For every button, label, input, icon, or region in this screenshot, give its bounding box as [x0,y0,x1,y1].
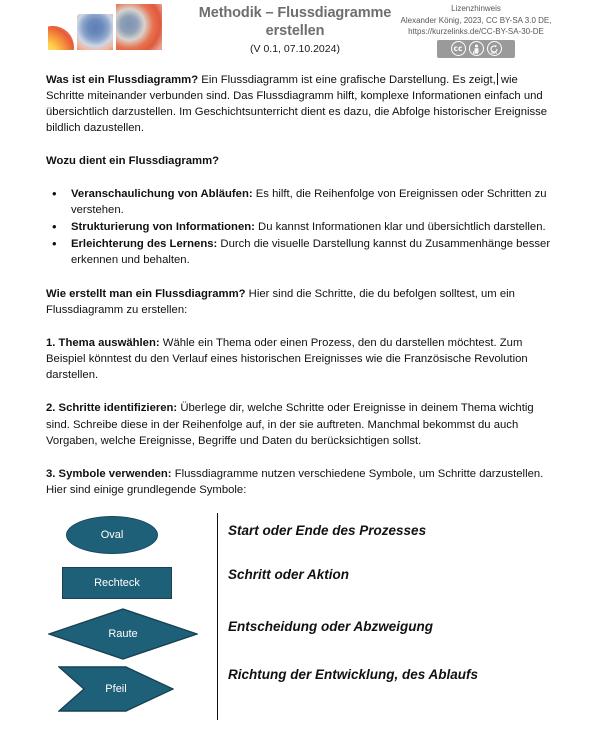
flowchart-arrow-label: Pfeil [105,682,127,695]
step-2-text: Überlege dir, welche Schritte oder Ereignisse in deinem Thema wichtig sind. Schreibe diese in der Reihenfolge auf, in der sie auftreten. Manchmal bekommst du auch Vorgaben, welche Ereignisse, Begriffe und Daten du berücksichtigen sollst. [46,402,534,447]
step-3-text: Flussdiagramme nutzen verschiedene Symbole, um Schritte darzustellen. Hier sind einige grundlegende Symbole: [46,467,544,496]
license-heading: Lizenzhinweis [451,4,501,13]
cc-by-label: BY [472,49,480,55]
flowchart-rectangle-shape [62,567,172,599]
purpose-bullet-list [46,186,554,268]
legend-description-oval: Start oder Ende des Prozesses [228,523,427,538]
logo-tile-small [48,24,74,50]
flowchart-diamond-label: Raute [108,627,138,640]
document-header [0,0,600,60]
flowchart-diamond-shape [48,608,198,660]
step-2-lead: 2. Schritte identifizieren: [46,402,178,415]
list-item-lead: Strukturierung von Informationen: [71,221,255,234]
page-title-line2: erstellen [265,23,325,40]
paragraph-what-is-text-cont: wie Schritte miteinander verbunden sind. Das Flussdiagramm hilft, komplexe Informationen einfach und übersichtlich darzustellen. Im Geschichtsunterricht dient es dazu, die Abfolge historischer Ereignisse bildlich dazustellen. [46,74,548,135]
list-item [46,219,554,235]
legend-divider [217,513,218,720]
paragraph-how-to [46,286,554,318]
paragraph-what-is-lead: Was ist ein Flussdiagramm? [46,74,199,86]
license-url[interactable]: https://kurzelinks.de/CC-BY-SA-30-DE [408,27,544,37]
paragraph-what-is [46,72,554,136]
heading-wozu-text: Wozu dient ein Flussdiagramm? [46,155,220,168]
document-version: (V 0.1, 07.10.2024) [250,43,340,56]
paragraph-how-to-text: Hier sind die Schritte, die du befolgen solltest, um ein Flussdiagramm zu erstellen: [46,288,515,317]
paragraph-what-is-text: Ein Flussdiagramm ist eine grafische Darstellung. Es zeigt, [198,74,496,86]
legend-description-diamond: Entscheidung oder Abzweigung [228,619,433,634]
cc-sa-label: SA [490,49,498,55]
legend-shape-column [46,505,216,720]
flowchart-oval-label: Oval [100,528,124,541]
creative-commons-badge-icon[interactable] [437,40,515,58]
paragraph-how-to-lead: Wie erstellt man ein Flussdiagramm? [46,288,246,301]
logo-tile-medium [77,14,113,50]
cc-icon: cc [451,41,466,56]
step-1-lead: 1. Thema auswählen: [46,337,160,350]
list-item-text: Durch die visuelle Darstellung kannst du Zusammenhänge besser erkennen und behalten. [71,238,551,267]
license-notice [376,3,576,58]
list-item-text: Es hilft, die Reihenfolge von Ereignissen oder Schritten zu verstehen. [71,188,547,217]
list-item [46,236,554,268]
page-title-line1: Methodik – Flussdiagramme [198,5,392,21]
heading-wozu [46,153,554,169]
legend-description-rectangle: Schritt oder Aktion [228,567,350,582]
legend-description-column [228,505,588,720]
flowchart-arrow-shape [58,665,174,713]
text-cursor [497,73,498,85]
step-3 [46,466,554,498]
flowchart-rectangle-label: Rechteck [94,576,140,589]
step-2 [46,400,554,448]
flowchart-oval-shape [66,516,158,554]
legend-description-arrow: Richtung der Entwicklung, des Ablaufs [228,667,479,682]
step-1 [46,335,554,383]
step-3-lead: 3. Symbole verwenden: [46,467,172,480]
list-item-lead: Veranschaulichung von Abläufen: [71,188,253,201]
logo-tile-large [116,4,162,50]
license-attribution: Alexander König, 2023, CC BY-SA 3.0 DE, [400,15,552,25]
list-item-text: Du kannst Informationen klar und übersichtlich darstellen. [254,221,546,234]
list-item [46,186,554,218]
list-item-lead: Erleichterung des Lernens: [71,238,218,251]
symbol-legend [0,505,600,720]
methodik-logo-icon [48,4,170,50]
document-body [46,72,554,498]
step-1-text: Wähle ein Thema oder einen Prozess, den du darstellen möchtest. Zum Beispiel könntest du den Verlauf eines historischen Ereignisses wie die Französische Revolution darstellen. [46,337,528,382]
